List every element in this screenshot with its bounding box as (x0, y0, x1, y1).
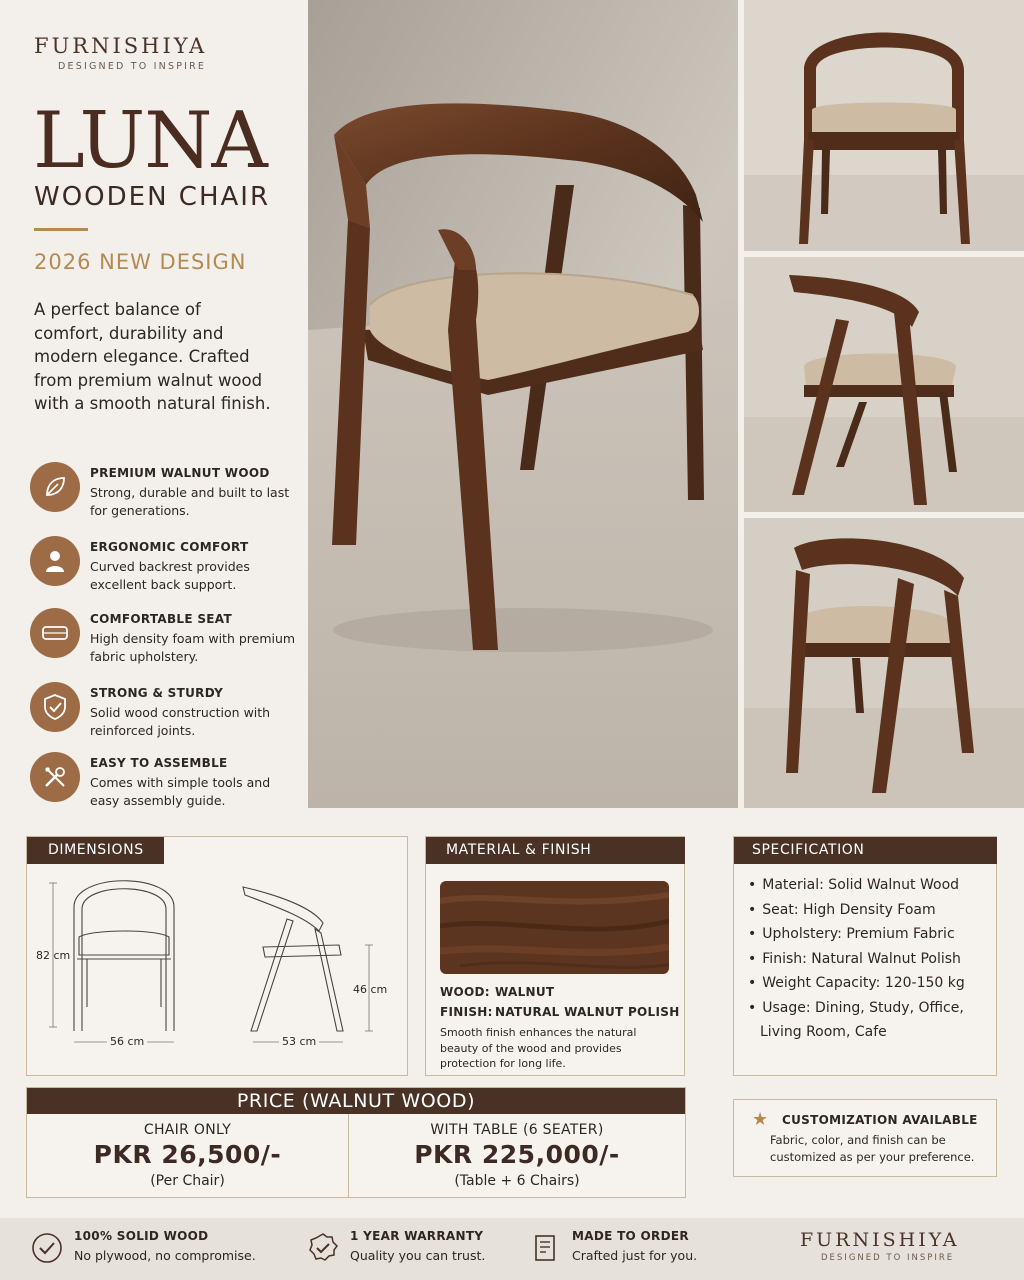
customization-title: CUSTOMIZATION AVAILABLE (782, 1113, 978, 1127)
feature-item (30, 536, 300, 592)
price-note: (Table + 6 Chairs) (454, 1173, 580, 1189)
finish-row (440, 1005, 680, 1019)
seat-height-label: 46 cm (353, 983, 388, 996)
dimensions-heading: DIMENSIONS (27, 837, 164, 864)
feature-title: PREMIUM WALNUT WOOD (90, 466, 270, 480)
customization-box (733, 1099, 997, 1177)
specification-heading: SPECIFICATION (734, 837, 997, 864)
dimension-drawing (27, 837, 407, 1075)
price-heading: PRICE (WALNUT WOOD) (27, 1088, 685, 1114)
product-intro: A perfect balance of comfort, durability and modern elegance. Crafted from premium walnut wood with a smooth natural finish. (34, 300, 271, 413)
price-label: CHAIR ONLY (143, 1122, 232, 1138)
price-note: (Per Chair) (150, 1173, 225, 1189)
badge-check-icon (30, 1231, 64, 1265)
chair-angle-photo (744, 518, 1024, 808)
footer-desc: Crafted just for you. (572, 1248, 698, 1263)
product-subtitle: WOODEN CHAIR (34, 182, 271, 212)
feature-title: COMFORTABLE SEAT (90, 612, 232, 626)
feature-desc: High density foam with premium fabric upholstery. (90, 631, 296, 664)
feature-desc: Curved backrest provides excellent back support. (90, 559, 250, 592)
material-desc: Smooth finish enhances the natural beauty of the wood and provides protection for long life. (440, 1026, 637, 1070)
feature-desc: Strong, durable and built to last for generations. (90, 485, 290, 518)
brand-name: FURNISHIYA (34, 34, 208, 58)
feature-item (30, 752, 300, 808)
footer-title: 1 YEAR WARRANTY (350, 1229, 484, 1243)
footer-desc: No plywood, no compromise. (74, 1248, 256, 1263)
spec-list (748, 873, 968, 1045)
wood-value: WALNUT (495, 985, 555, 999)
brand-name: FURNISHIYA (800, 1229, 960, 1251)
warranty-seal-icon (306, 1231, 340, 1265)
footer-desc: Quality you can trust. (350, 1248, 486, 1263)
chair-side-photo (744, 257, 1024, 512)
customization-desc: Fabric, color, and finish can be customized as per your preference. (770, 1133, 975, 1164)
feature-title: ERGONOMIC COMFORT (90, 540, 249, 554)
spec-item: • Weight Capacity: 120-150 kg (748, 971, 968, 996)
spec-item: • Seat: High Density Foam (748, 898, 968, 923)
finish-value: NATURAL WALNUT POLISH (495, 1005, 680, 1019)
specification-panel (733, 836, 997, 1076)
feature-item (30, 462, 300, 518)
feature-title: EASY TO ASSEMBLE (90, 756, 228, 770)
feature-item (30, 608, 300, 664)
finish-key: FINISH: (440, 1005, 493, 1019)
brand-tagline: DESIGNED TO INSPIRE (58, 61, 207, 72)
wood-key: WOOD: (440, 985, 490, 999)
brand-logo (34, 34, 207, 72)
walnut-swatch (440, 881, 669, 974)
material-heading: MATERIAL & FINISH (426, 837, 685, 864)
material-panel (425, 836, 685, 1076)
price-value: PKR 26,500/- (93, 1140, 282, 1169)
order-form-icon (528, 1231, 562, 1265)
star-icon: ★ (752, 1109, 769, 1130)
price-label: WITH TABLE (6 SEATER) (430, 1122, 604, 1138)
edition-label: 2026 NEW DESIGN (34, 250, 247, 274)
spec-item: • Material: Solid Walnut Wood (748, 873, 968, 898)
divider (34, 228, 88, 231)
spec-item: • Upholstery: Premium Fabric (748, 922, 968, 947)
product-title: LUNA (33, 96, 267, 186)
depth-label: 53 cm (279, 1035, 319, 1048)
main-chair-photo (308, 0, 738, 808)
cushion-icon (30, 608, 80, 658)
price-option (349, 1114, 685, 1198)
price-value: PKR 225,000/- (414, 1140, 620, 1169)
shield-check-icon (30, 682, 80, 732)
person-icon (30, 536, 80, 586)
footer-title: 100% SOLID WOOD (74, 1229, 209, 1243)
feature-item (30, 682, 300, 738)
wood-row (440, 985, 554, 999)
footer (0, 1218, 1024, 1280)
tools-icon (30, 752, 80, 802)
spec-item: • Finish: Natural Walnut Polish (748, 947, 968, 972)
feature-desc: Solid wood construction with reinforced joints. (90, 705, 271, 738)
feature-title: STRONG & STURDY (90, 686, 224, 700)
dimensions-panel (26, 836, 408, 1076)
price-box (26, 1087, 686, 1198)
spec-item: • Usage: Dining, Study, Office, Living Room, Cafe (748, 996, 968, 1045)
leaf-icon (30, 462, 80, 512)
width-label: 56 cm (107, 1035, 147, 1048)
brand-tagline: DESIGNED TO INSPIRE (821, 1253, 955, 1263)
feature-desc: Comes with simple tools and easy assembly guide. (90, 775, 271, 808)
footer-title: MADE TO ORDER (572, 1229, 689, 1243)
height-label: 82 cm (36, 949, 71, 962)
footer-brand-logo (800, 1229, 960, 1263)
chair-front-photo (744, 0, 1024, 251)
price-option (27, 1114, 348, 1198)
